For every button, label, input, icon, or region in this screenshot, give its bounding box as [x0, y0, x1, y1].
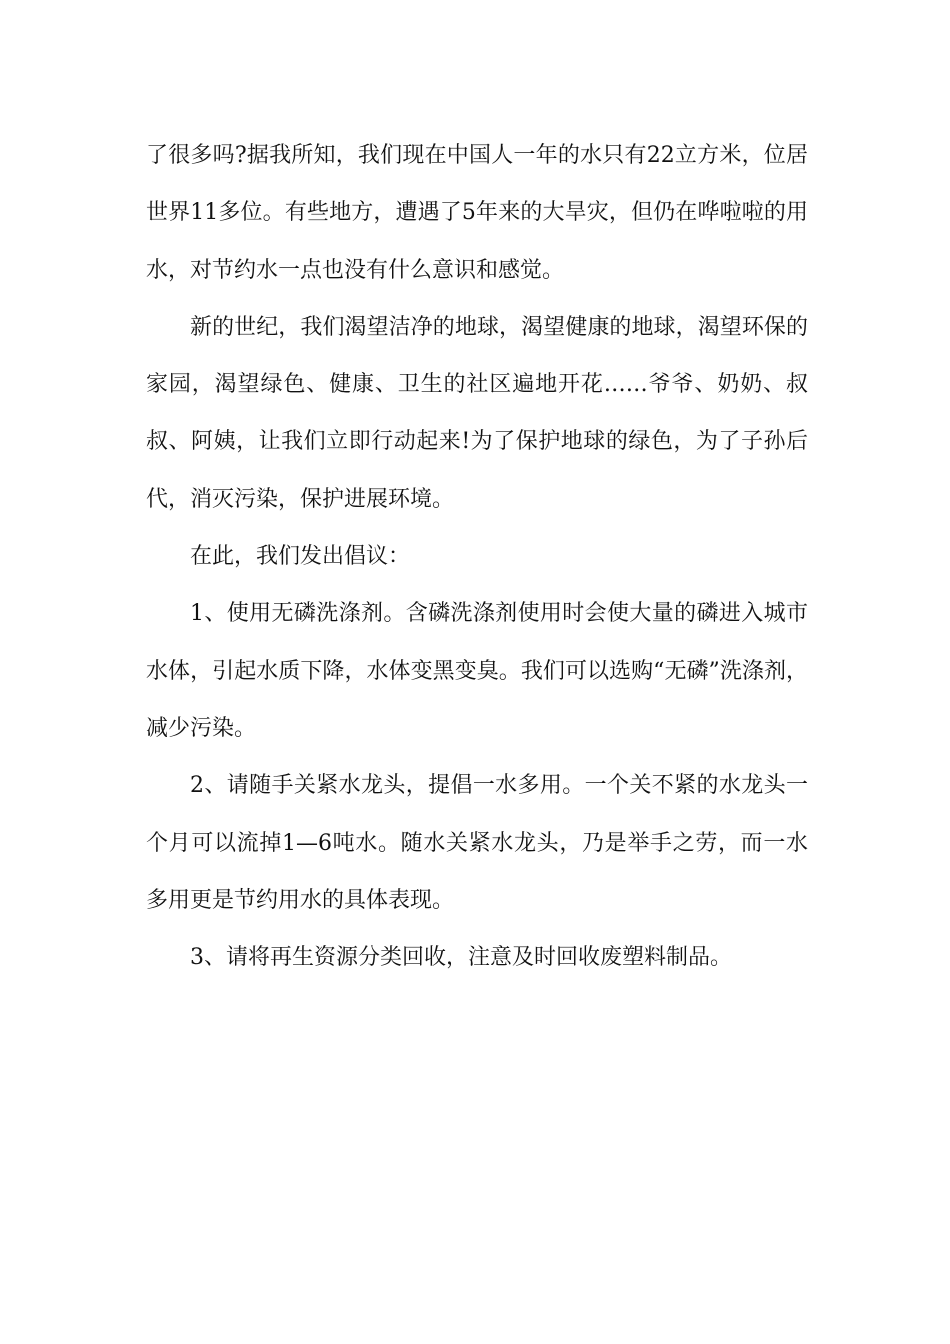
paragraph-proposal-intro: 在此，我们发出倡议：	[190, 544, 411, 570]
paragraph-item-3: 3、请将再生资源分类回收，注意及时回收废塑料制品。	[190, 945, 732, 971]
paragraph-item-1: 1、使用无磷洗涤剂。含磷洗涤剂使用时会使大量的磷进入城市水体，引起水质下降，水体变黑变臭。我们可以选购“无磷”洗涤剂，减少污染。	[146, 601, 808, 741]
paragraph-item-2: 2、请随手关紧水龙头，提倡一水多用。一个关不紧的水龙头一个月可以流掉1—6吨水。随水关紧水龙头，乃是举手之劳，而一水多用更是节约用水的具体表现。	[146, 773, 808, 913]
document-body	[146, 127, 808, 986]
paragraph-new-century: 新的世纪，我们渴望洁净的地球，渴望健康的地球，渴望环保的家园，渴望绿色、健康、卫生的社区遍地开花……爷爷、奶奶、叔叔、阿姨，让我们立即行动起来!为了保护地球的绿色，为了子孙后代，消灭污染，保护进展环境。	[146, 314, 808, 512]
paragraph-continuation: 了很多吗?据我所知，我们现在中国人一年的水只有22立方米，位居世界11多位。有些地方，遭遇了5年来的大旱灾，但仍在哗啦啦的用水，对节约水一点也没有什么意识和感觉。	[146, 143, 808, 283]
